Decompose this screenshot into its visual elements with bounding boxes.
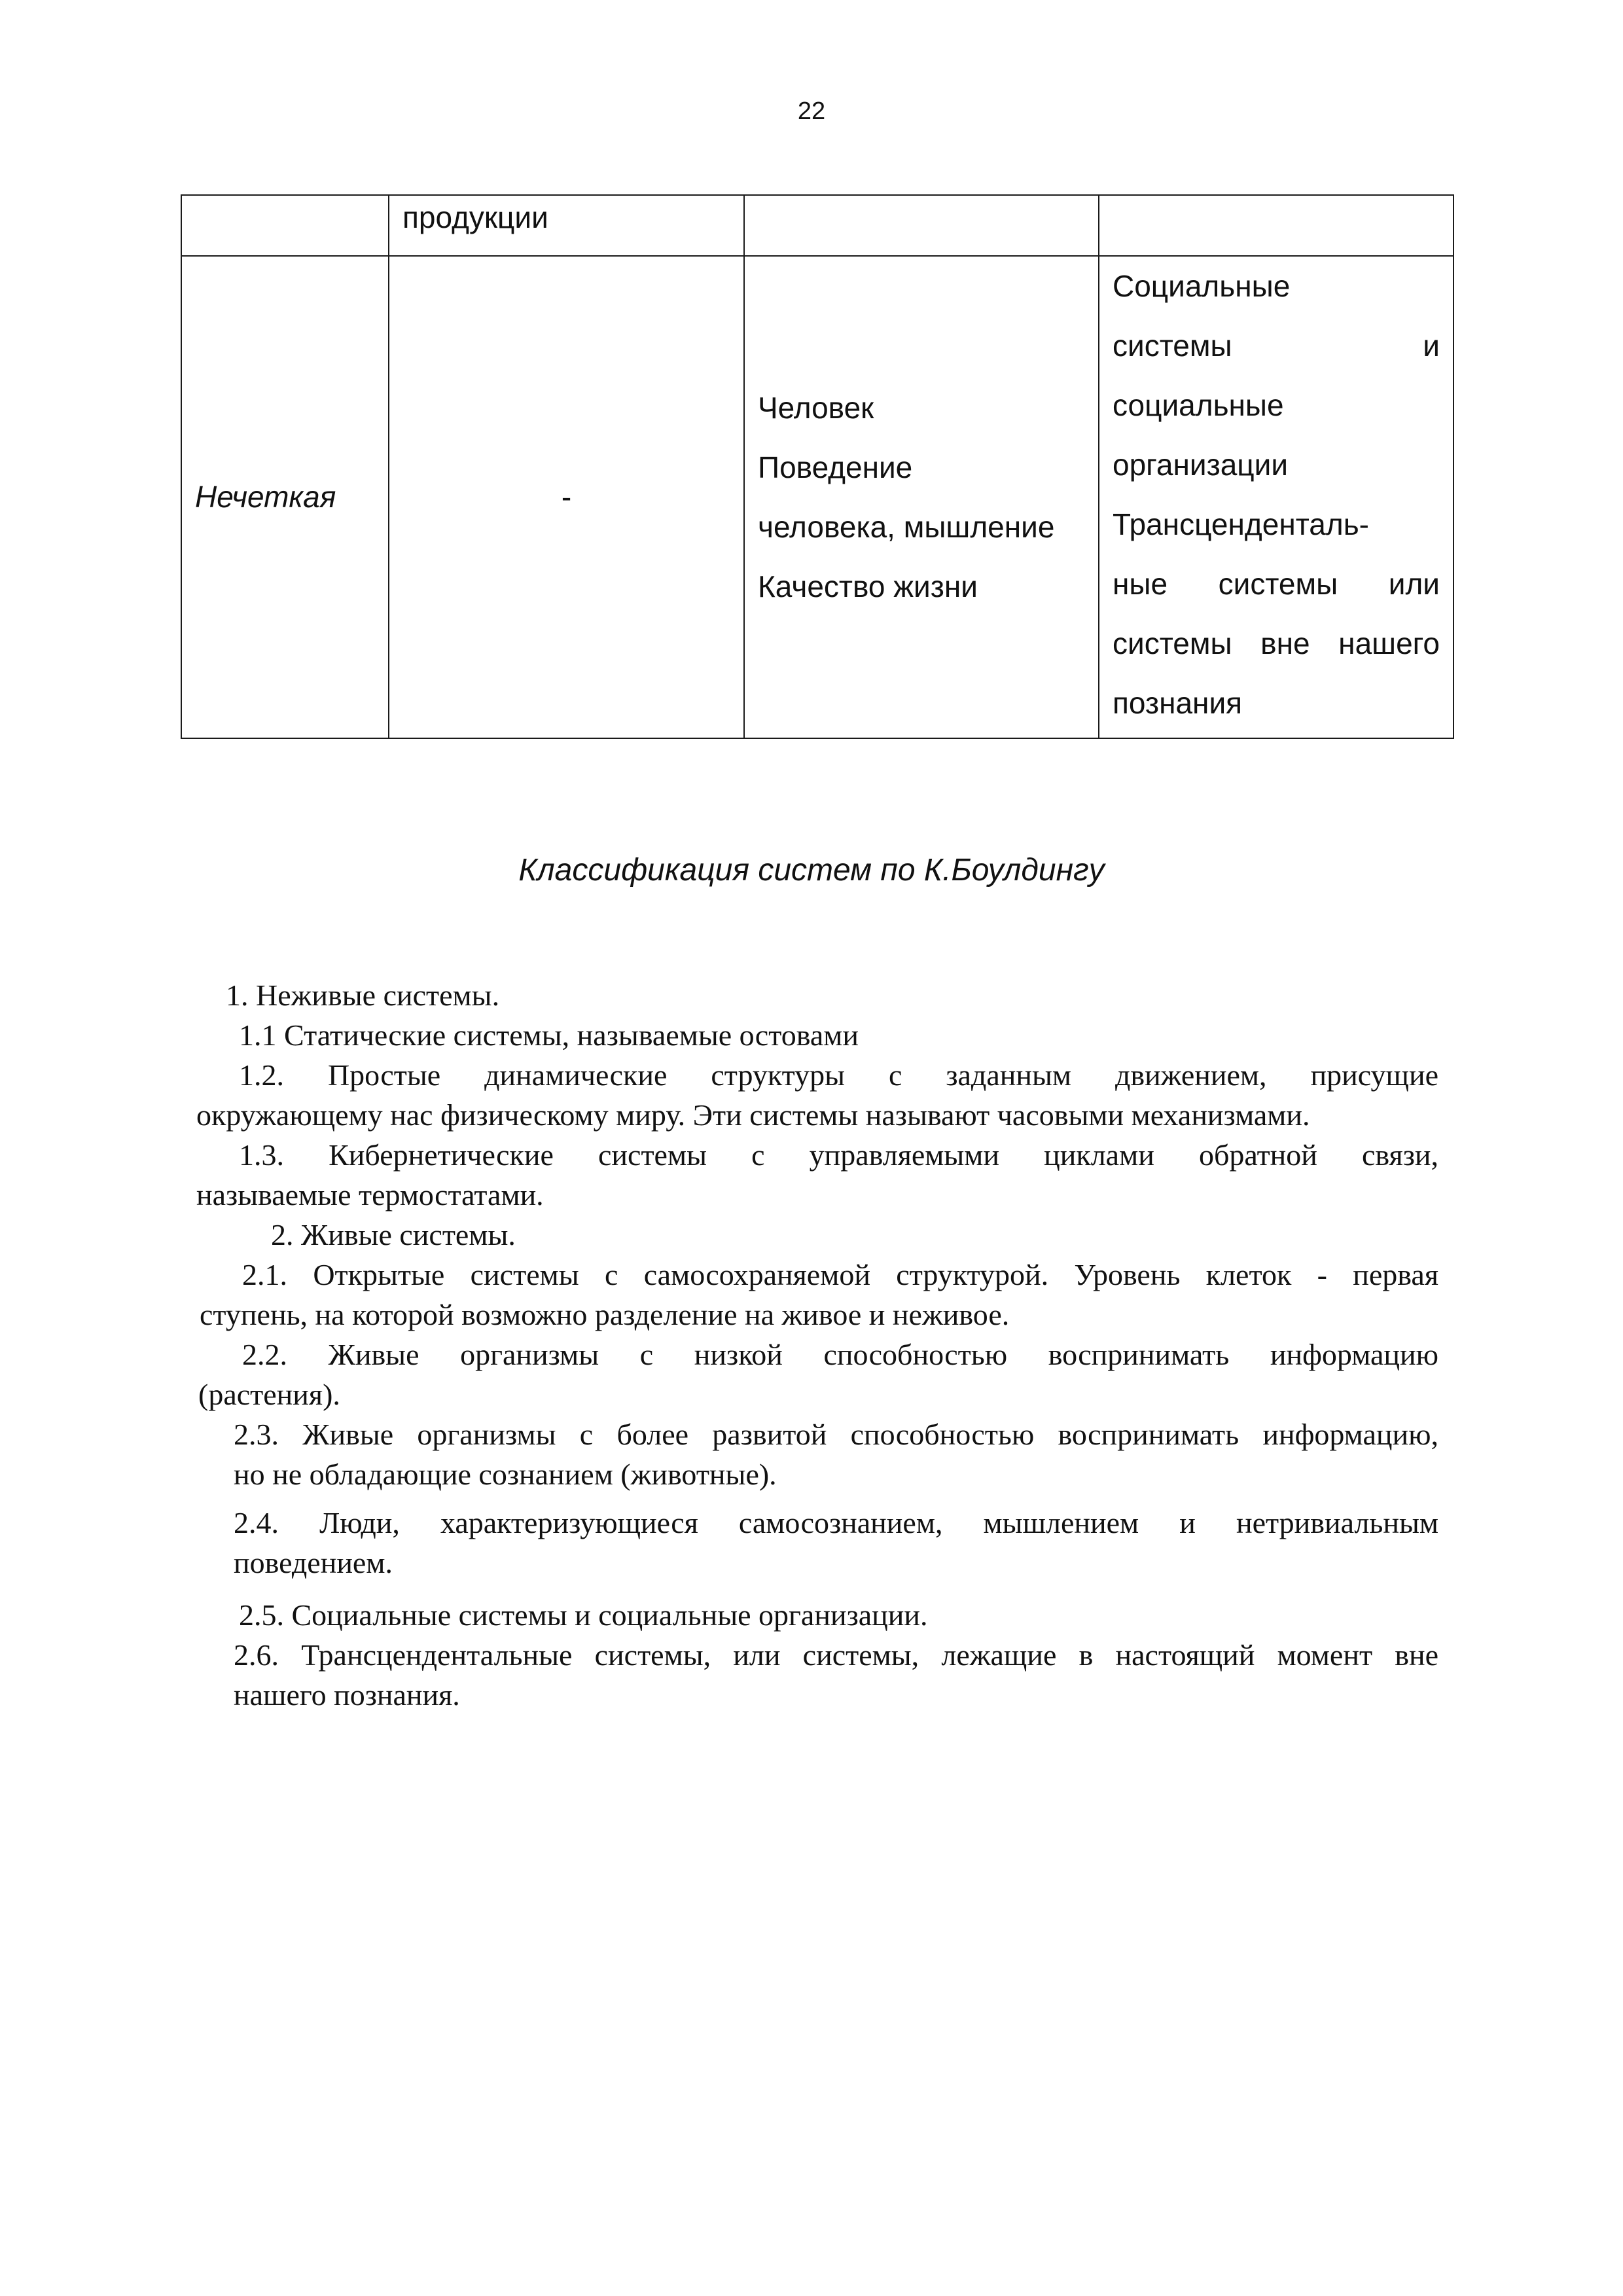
list-item-text: 2.5. Социальные системы и социальные организации.	[239, 1598, 928, 1632]
list-item-text-cont: ступень, на которой возможно разделение на живое и неживое.	[200, 1298, 1010, 1331]
list-item	[196, 1055, 1438, 1135]
cell-line: человека, мышление	[758, 509, 1055, 544]
classification-table	[181, 194, 1454, 739]
list-item-text: 2.3. Живые организмы с более развитой способностью воспринимать информацию,	[234, 1418, 1438, 1451]
list-item	[239, 1015, 859, 1055]
cell-text-kind: Нечеткая	[195, 480, 336, 514]
cell-line: организации	[1113, 448, 1289, 482]
list-item-text-cont: но не обладающие сознанием (животные).	[234, 1458, 777, 1491]
table-row	[181, 195, 1454, 256]
list-item-text: 1. Неживые системы.	[226, 978, 500, 1012]
cell-line: Качество жизни	[758, 569, 978, 603]
table-cell	[181, 195, 389, 256]
list-item	[271, 1215, 516, 1255]
list-item-text: 2.4. Люди, характеризующиеся самосознанием, мышлением и нетривиальным	[234, 1506, 1438, 1539]
cell-text-dash: -	[561, 480, 572, 514]
list-item-text: 1.2. Простые динамические структуры с заданным движением, присущие	[239, 1058, 1438, 1092]
cell-line: Человек	[758, 390, 874, 425]
list-item	[196, 1135, 1438, 1215]
list-item	[234, 1414, 1438, 1494]
cell-text-production: продукции	[402, 200, 548, 234]
list-item	[200, 1255, 1438, 1335]
list-item	[198, 1335, 1438, 1414]
cell-line: системы и	[1113, 329, 1440, 363]
list-item	[234, 1503, 1438, 1583]
cell-line: системы вне нашего	[1113, 626, 1440, 660]
list-item-text: 1.3. Кибернетические системы с управляемыми циклами обратной связи,	[239, 1138, 1438, 1172]
table-cell	[389, 195, 744, 256]
table-cell	[1099, 195, 1454, 256]
list-item-text: 2.1. Открытые системы с самосохраняемой структурой. Уровень клеток - первая	[242, 1258, 1438, 1291]
list-item-text-cont: поведением.	[234, 1546, 393, 1579]
list-item-text-cont: (растения).	[198, 1378, 340, 1411]
list-item-text: 2. Живые системы.	[271, 1218, 516, 1251]
list-item-text-cont: называемые термостатами.	[196, 1178, 544, 1211]
list-item-text: 2.2. Живые организмы с низкой способностью воспринимать информацию	[242, 1338, 1438, 1371]
table-cell-kind	[181, 256, 389, 738]
list-item-text: 1.1 Статические системы, называемые остовами	[239, 1018, 859, 1052]
table-cell-dash	[389, 256, 744, 738]
table-cell-systems	[1099, 256, 1454, 738]
list-item-text-cont: нашего познания.	[234, 1678, 460, 1712]
cell-line: познания	[1113, 686, 1243, 720]
page-number: 22	[797, 98, 826, 125]
cell-line: Трансценденталь-	[1113, 507, 1369, 541]
list-item-text-cont: окружающему нас физическому миру. Эти системы называют часовыми механизмами.	[196, 1098, 1310, 1132]
list-item-text: 2.6. Трансцендентальные системы, или системы, лежащие в настоящий момент вне	[234, 1638, 1438, 1672]
table-cell	[744, 195, 1099, 256]
list-item	[239, 1595, 928, 1635]
list-item	[234, 1635, 1438, 1715]
cell-line: социальные	[1113, 388, 1284, 422]
table-row	[181, 256, 1454, 738]
cell-line: Поведение	[758, 450, 913, 484]
table-cell-objects	[744, 256, 1099, 738]
section-title: Классификация систем по К.Боулдингу	[518, 853, 1105, 888]
cell-line: Социальные	[1113, 269, 1291, 303]
cell-line: ные системы или	[1113, 567, 1440, 601]
list-item	[226, 975, 499, 1015]
